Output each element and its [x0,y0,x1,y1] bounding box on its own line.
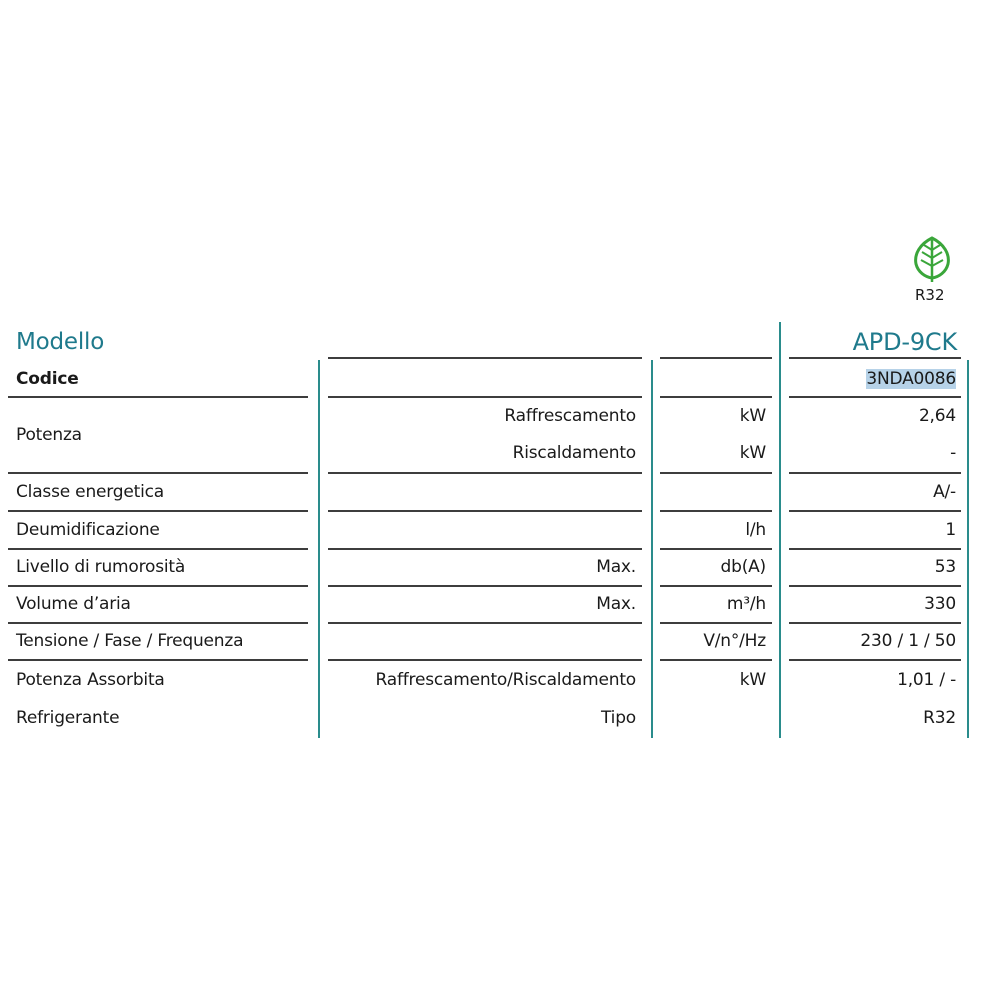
row-divider [8,585,308,587]
codice-value [790,368,956,390]
row-divider [328,396,642,398]
rumore-value: 53 [934,557,956,577]
row-divider [8,622,308,624]
model-label: Modello [16,329,105,355]
column-divider [318,360,320,738]
classe-value: A/- [933,482,956,502]
row-divider [789,396,961,398]
column-divider [651,360,653,738]
volume-sub: Max. [596,594,636,614]
leaf-icon [910,234,954,284]
refrig-value: R32 [923,708,956,728]
volume-value: 330 [924,594,956,614]
row-divider [328,357,642,359]
tensione-label: Tensione / Fase / Frequenza [16,631,244,651]
row-divider [660,585,772,587]
row-divider [660,548,772,550]
potenza-value-cooling: 2,64 [918,406,956,426]
row-divider [328,585,642,587]
rumore-unit: db(A) [720,557,766,577]
deumid-label: Deumidificazione [16,520,160,540]
model-value: APD-9CK [852,328,957,356]
deumid-unit: l/h [745,520,766,540]
row-divider [328,622,642,624]
row-divider [8,472,308,474]
refrig-label: Refrigerante [16,708,120,728]
row-divider [789,510,961,512]
assorbita-sub: Raffrescamento/Riscaldamento [375,670,636,690]
row-divider [789,659,961,661]
potenza-sub-cooling: Raffrescamento [504,406,636,426]
classe-label: Classe energetica [16,482,164,502]
row-divider [8,510,308,512]
row-divider [328,472,642,474]
row-divider [328,510,642,512]
potenza-unit-cooling: kW [739,406,766,426]
volume-unit: m³/h [726,594,766,614]
row-divider [789,622,961,624]
volume-label: Volume d’aria [16,594,131,614]
row-divider [8,396,308,398]
codice-label: Codice [16,369,79,389]
deumid-value: 1 [945,520,956,540]
row-divider [660,396,772,398]
column-divider [779,322,781,738]
tensione-value: 230 / 1 / 50 [860,631,956,651]
row-divider [789,548,961,550]
rumore-label: Livello di rumorosità [16,557,186,577]
potenza-sub-heating: Riscaldamento [512,443,636,463]
rumore-sub: Max. [596,557,636,577]
row-divider [789,472,961,474]
row-divider [789,357,961,359]
row-divider [660,622,772,624]
row-divider [328,548,642,550]
row-divider [8,548,308,550]
column-divider [967,360,969,738]
refrigerant-badge-label: R32 [915,286,945,304]
row-divider [660,659,772,661]
assorbita-value: 1,01 / - [897,670,956,690]
refrig-sub: Tipo [601,708,636,728]
assorbita-label: Potenza Assorbita [16,670,165,690]
tensione-unit: V/n°/Hz [703,631,766,651]
potenza-value-heating: - [950,443,956,463]
row-divider [789,585,961,587]
potenza-unit-heating: kW [739,443,766,463]
row-divider [8,659,308,661]
row-divider [328,659,642,661]
row-divider [660,357,772,359]
potenza-label: Potenza [16,425,82,445]
row-divider [660,510,772,512]
codice-value-text: 3NDA0086 [866,369,956,389]
row-divider [660,472,772,474]
assorbita-unit: kW [739,670,766,690]
